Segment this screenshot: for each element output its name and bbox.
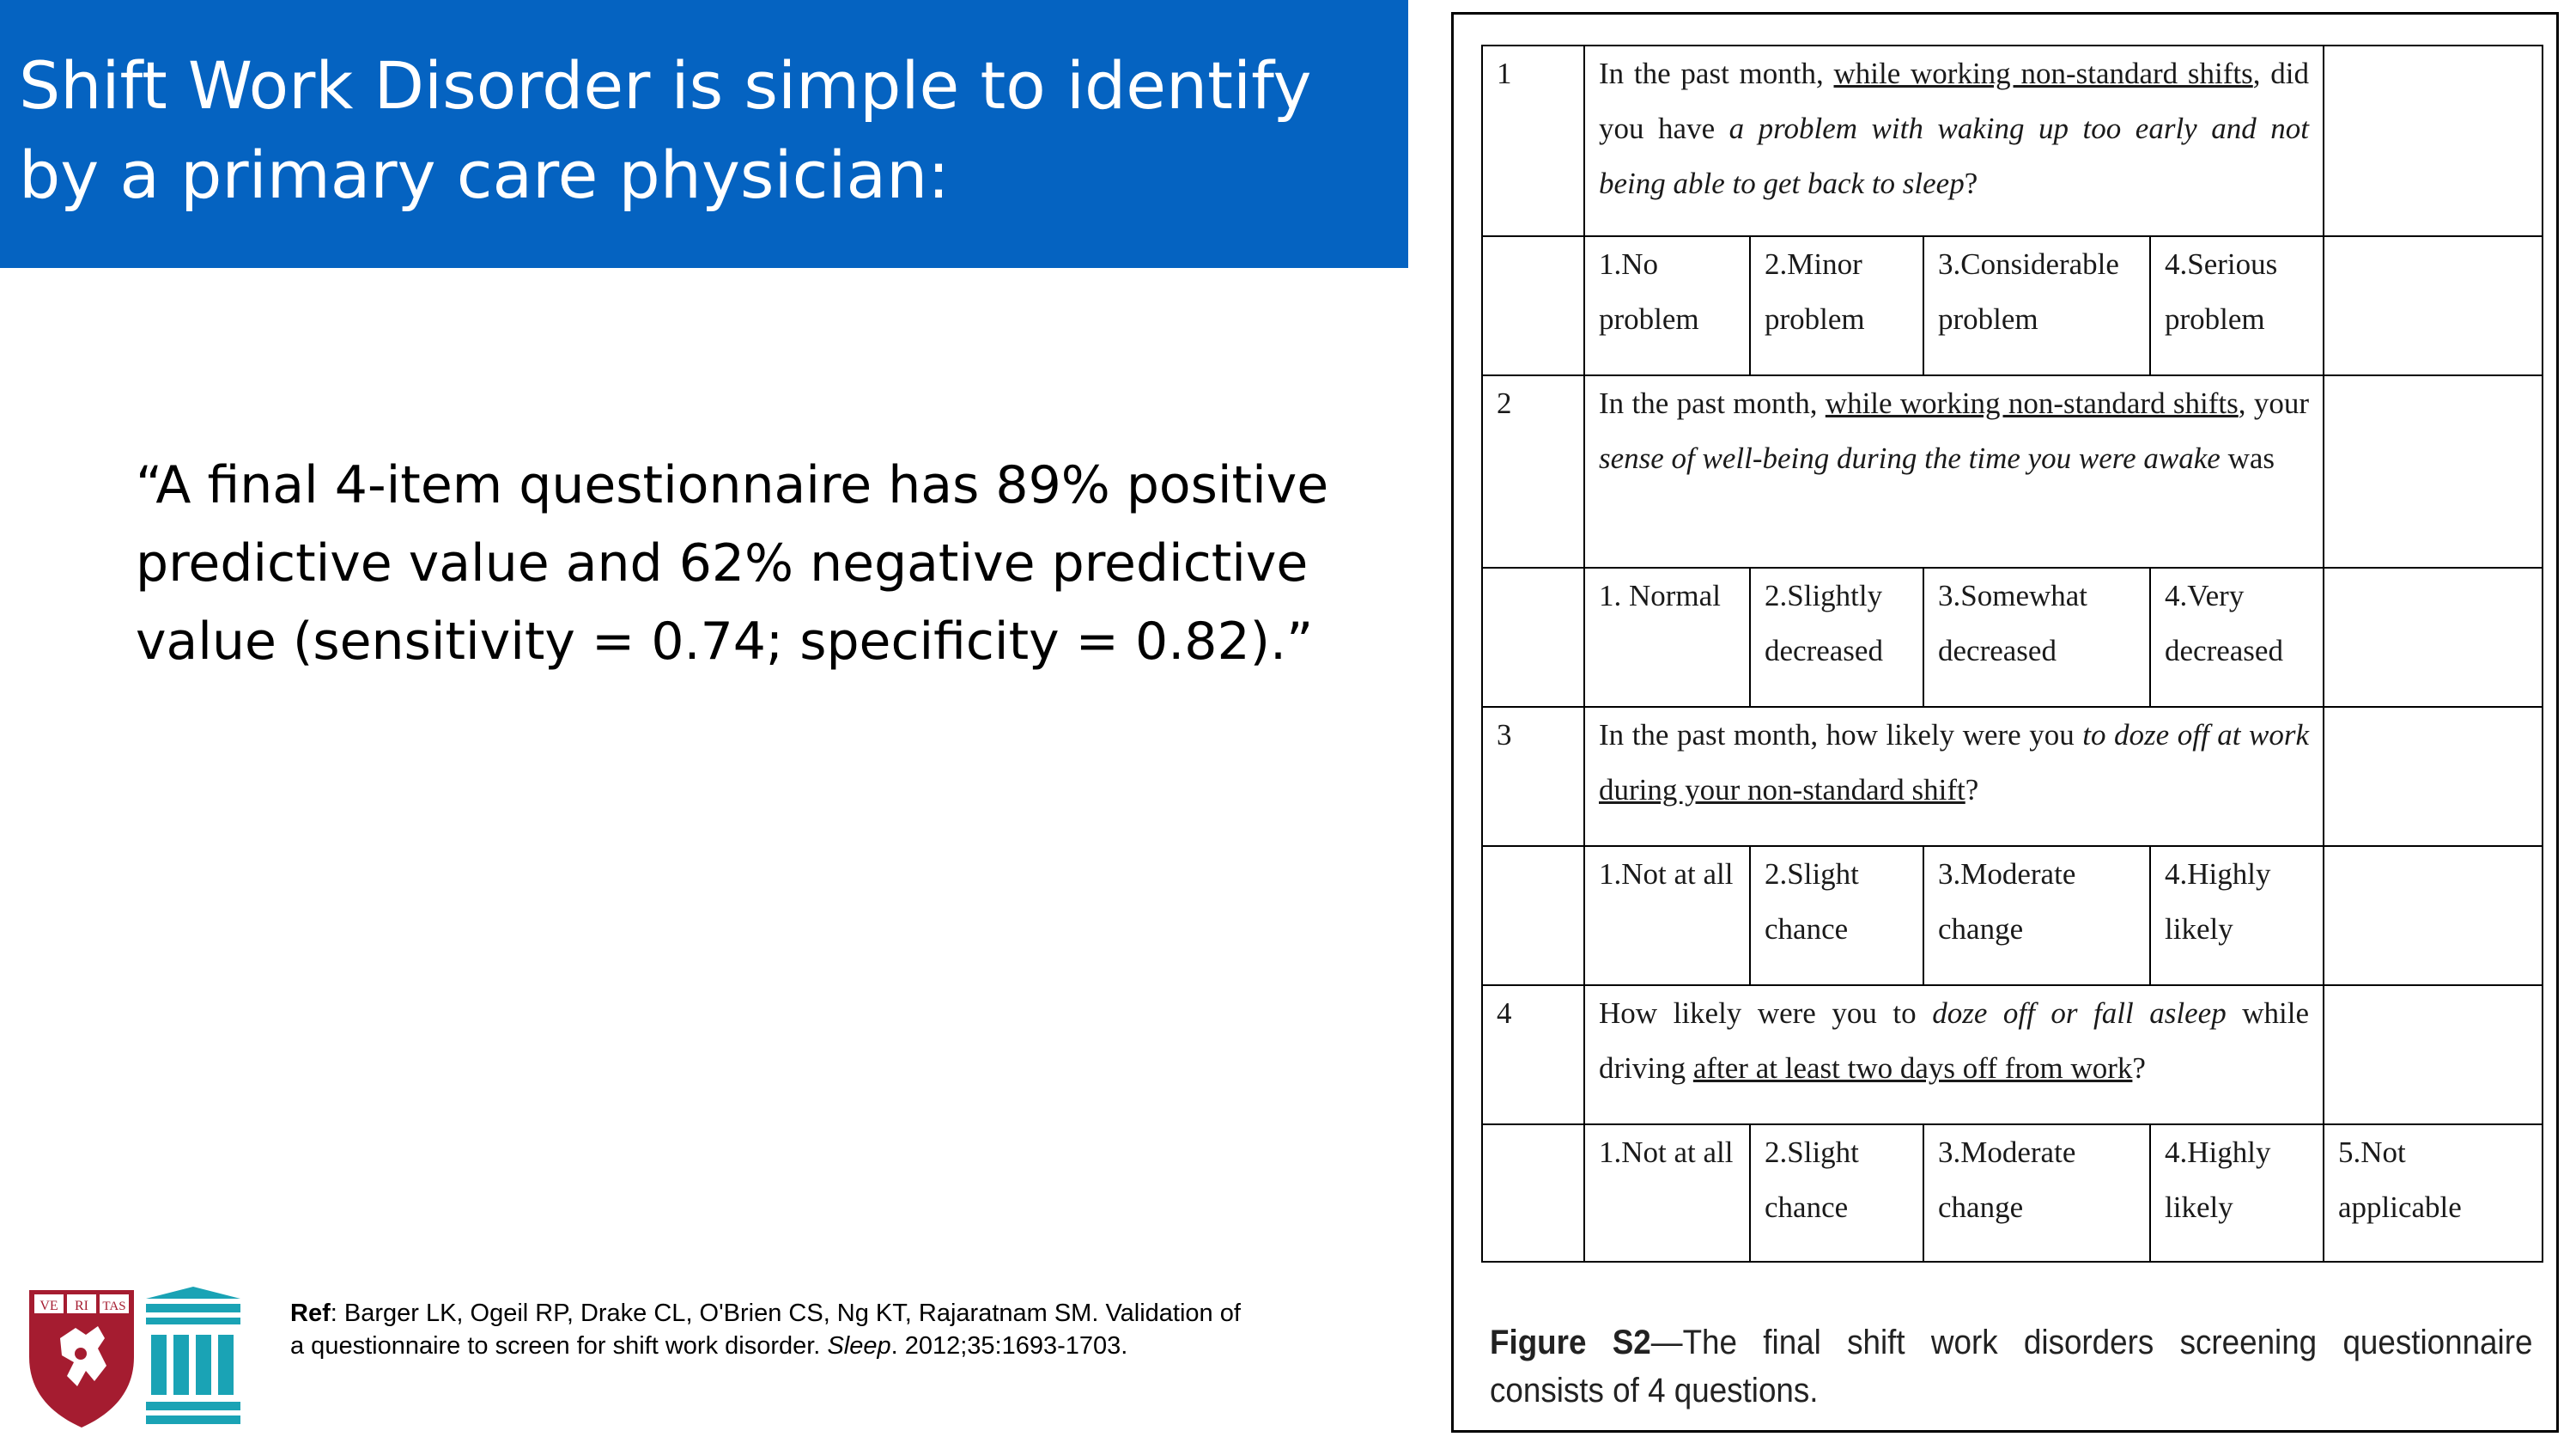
q3-italic: to doze off at work: [2082, 718, 2309, 752]
option-cell: 3.Somewhat decreased: [1923, 568, 2150, 707]
question-number-4: 4: [1482, 985, 1584, 1124]
question-extra-2: [2324, 375, 2543, 568]
q3-underline: during your non-standard shift: [1599, 773, 1965, 807]
q1-part-3: ?: [1964, 167, 1978, 200]
q3-part-3: ?: [1965, 773, 1979, 807]
reference-text-a: : Barger LK, Ogeil RP, Drake CL, O'Brien CS, Ng KT, Rajaratnam SM. Validation of a questionnaire to screen for shift work disorder.: [290, 1300, 1241, 1360]
figure-caption: [1490, 1318, 2532, 1415]
question-row-2: [1482, 375, 2543, 568]
options-spacer-4: [1482, 1124, 1584, 1262]
q1-italic: a problem with waking up too early and not being able to get back to sleep: [1599, 112, 2309, 200]
caption-text: —The final shift work disorders screening questionnaire consists of 4 questions.: [1490, 1324, 2533, 1409]
option-cell: [2324, 236, 2543, 375]
options-row-2: [1482, 568, 2543, 707]
option-cell: 1.No problem: [1584, 236, 1750, 375]
q2-part-2: , your: [2238, 387, 2309, 420]
logos: [26, 1287, 258, 1437]
q1-underline: while working non-standard shifts: [1833, 57, 2253, 90]
option-cell: 4.Highly likely: [2150, 1124, 2324, 1262]
reference-text-b: . 2012;35:1693-1703.: [890, 1332, 1128, 1360]
option-cell: 3.Considerable problem: [1923, 236, 2150, 375]
question-number-3: 3: [1482, 707, 1584, 846]
question-number-2: 2: [1482, 375, 1584, 568]
q3-part-1: In the past month, how likely were you: [1599, 718, 2083, 752]
options-spacer-2: [1482, 568, 1584, 707]
reference-label: Ref: [290, 1300, 331, 1327]
q4-part-1: How likely were you to: [1599, 996, 1933, 1030]
logo-group: [26, 1287, 258, 1433]
question-row-4: [1482, 985, 2543, 1124]
option-cell: [2324, 568, 2543, 707]
option-cell: 1.Not at all: [1584, 846, 1750, 985]
option-cell: 5.Not applicable: [2324, 1124, 2543, 1262]
q2-part-3: was: [2220, 441, 2275, 475]
option-cell: 2.Slightly decreased: [1750, 568, 1923, 707]
options-spacer-1: [1482, 236, 1584, 375]
slide-title: Shift Work Disorder is simple to identify by a primary care physician:: [19, 47, 1312, 213]
question-text-2: [1584, 375, 2324, 568]
q2-underline: while working non-standard shifts: [1825, 387, 2239, 420]
q4-italic: doze off or fall asleep: [1932, 996, 2227, 1030]
question-extra-3: [2324, 707, 2543, 846]
question-number-1: 1: [1482, 46, 1584, 236]
option-cell: 2.Minor problem: [1750, 236, 1923, 375]
questionnaire-table: [1481, 45, 2543, 1263]
caption-label: Figure S2: [1490, 1324, 1651, 1361]
hospital-columns-icon: [146, 1287, 240, 1424]
shield-letters-3: TAS: [102, 1300, 126, 1313]
option-cell: 4.Very decreased: [2150, 568, 2324, 707]
question-extra-1: [2324, 46, 2543, 236]
question-row-1: [1482, 46, 2543, 236]
q4-part-2: while driving: [1599, 996, 2310, 1085]
question-row-3: [1482, 707, 2543, 846]
options-spacer-3: [1482, 846, 1584, 985]
reference-citation: [290, 1297, 1261, 1362]
question-text-4: [1584, 985, 2324, 1124]
option-cell: 1. Normal: [1584, 568, 1750, 707]
question-text-1: [1584, 46, 2324, 236]
q1-part-1: In the past month,: [1599, 57, 1834, 90]
question-extra-4: [2324, 985, 2543, 1124]
options-row-1: [1482, 236, 2543, 375]
shield-letters-1: VE: [39, 1299, 58, 1313]
option-cell: 1.Not at all: [1584, 1124, 1750, 1262]
harvard-shield-icon: [29, 1290, 134, 1428]
option-cell: 3.Moderate change: [1923, 1124, 2150, 1262]
option-cell: 4.Serious problem: [2150, 236, 2324, 375]
options-row-4: [1482, 1124, 2543, 1262]
reference-journal: Sleep: [827, 1332, 891, 1360]
shield-letters-2: RI: [75, 1299, 88, 1313]
q2-part-1: In the past month,: [1599, 387, 1826, 420]
quote-text: “A final 4-item questionnaire has 89% positive predictive value and 62% negative predictive value (sensitivity = 0.74; specificity = 0.82).”: [136, 455, 1329, 672]
q1-part-2: , did you have: [1599, 57, 2309, 145]
option-cell: 2.Slight chance: [1750, 1124, 1923, 1262]
question-text-3: [1584, 707, 2324, 846]
options-row-3: [1482, 846, 2543, 985]
option-cell: 2.Slight chance: [1750, 846, 1923, 985]
title-banner: [0, 0, 1408, 268]
q4-underline: after at least two days off from work: [1692, 1051, 2133, 1085]
q4-part-3: ?: [2132, 1051, 2146, 1085]
option-cell: [2324, 846, 2543, 985]
option-cell: 3.Moderate change: [1923, 846, 2150, 985]
q2-italic: sense of well-being during the time you were awake: [1599, 441, 2221, 475]
option-cell: 4.Highly likely: [2150, 846, 2324, 985]
